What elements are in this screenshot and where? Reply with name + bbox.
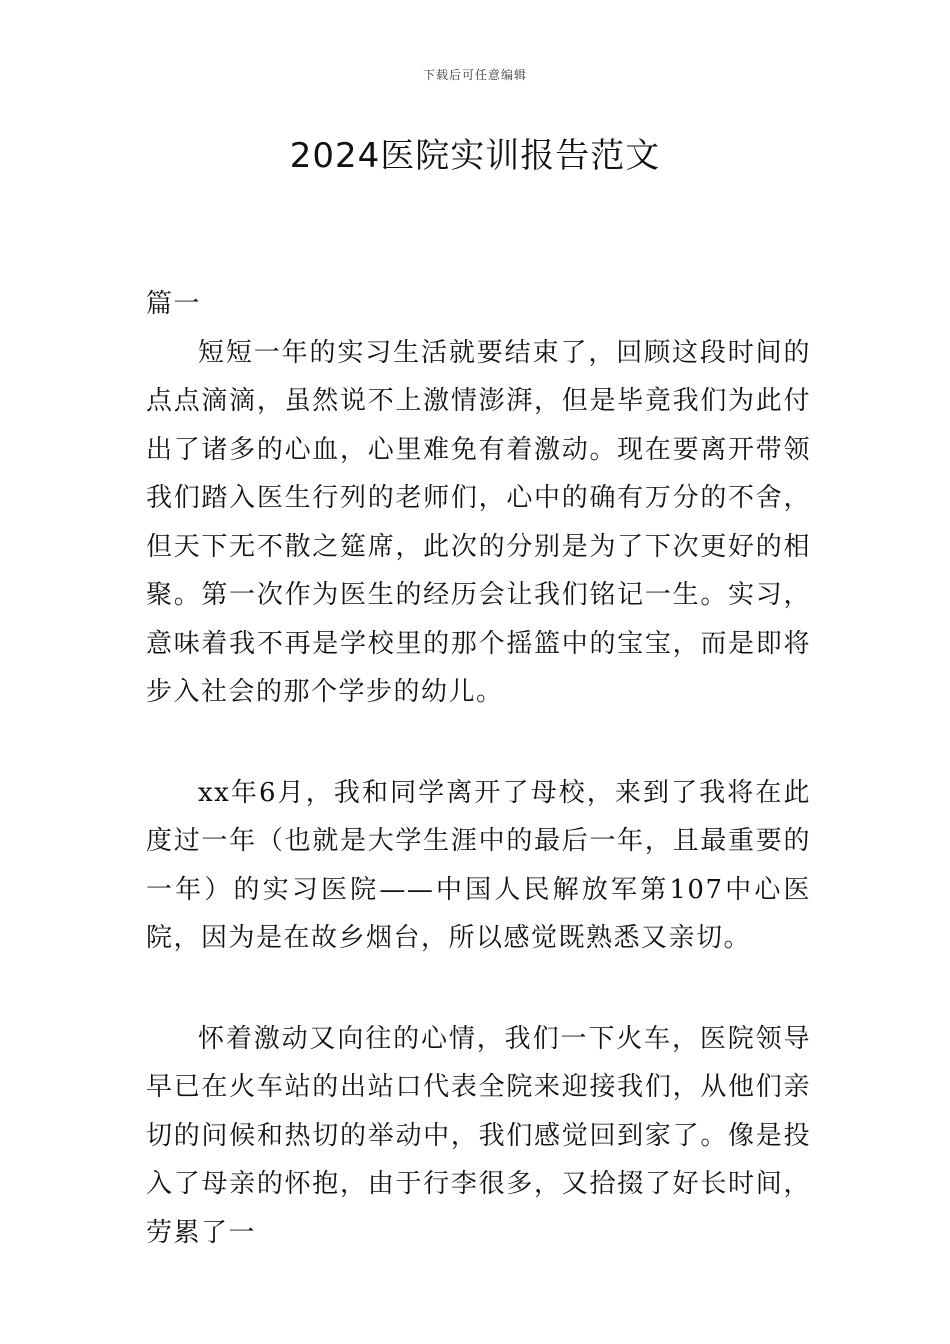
- paragraph-1: 短短一年的实习生活就要结束了，回顾这段时间的点点滴滴，虽然说不上激情澎湃，但是毕竟我们为此付出了诸多的心血，心里难免有着激动。现在要离开带领我们踏入医生行列的老师们，心中的确有万分的不舍，但天下无不散之筵席，此次的分别是为了下次更好的相聚。第一次作为医生的经历会让我们铭记一生。实习，意味着我不再是学校里的那个摇篮中的宝宝，而是即将步入社会的那个学步的幼儿。: [146, 337, 811, 707]
- document-title: 2024医院实训报告范文: [289, 136, 661, 176]
- section-label: 篇一: [146, 289, 202, 319]
- paragraph-2: xx年6月，我和同学离开了母校，来到了我将在此度过一年（也就是大学生涯中的最后一年，且最重要的一年）的实习医院——中国人民解放军第107中心医院，因为是在故乡烟台，所以感觉既熟悉又亲切。: [146, 777, 811, 953]
- document-body: [146, 280, 811, 1309]
- paragraph-3: 怀着激动又向往的心情，我们一下火车，医院领导早已在火车站的出站口代表全院来迎接我们，从他们亲切的问候和热切的举动中，我们感觉回到家了。像是投入了母亲的怀抱，由于行李很多，又拾掇了好长时间，劳累了一: [146, 1023, 811, 1248]
- header-note: 下载后可任意编辑: [422, 68, 527, 82]
